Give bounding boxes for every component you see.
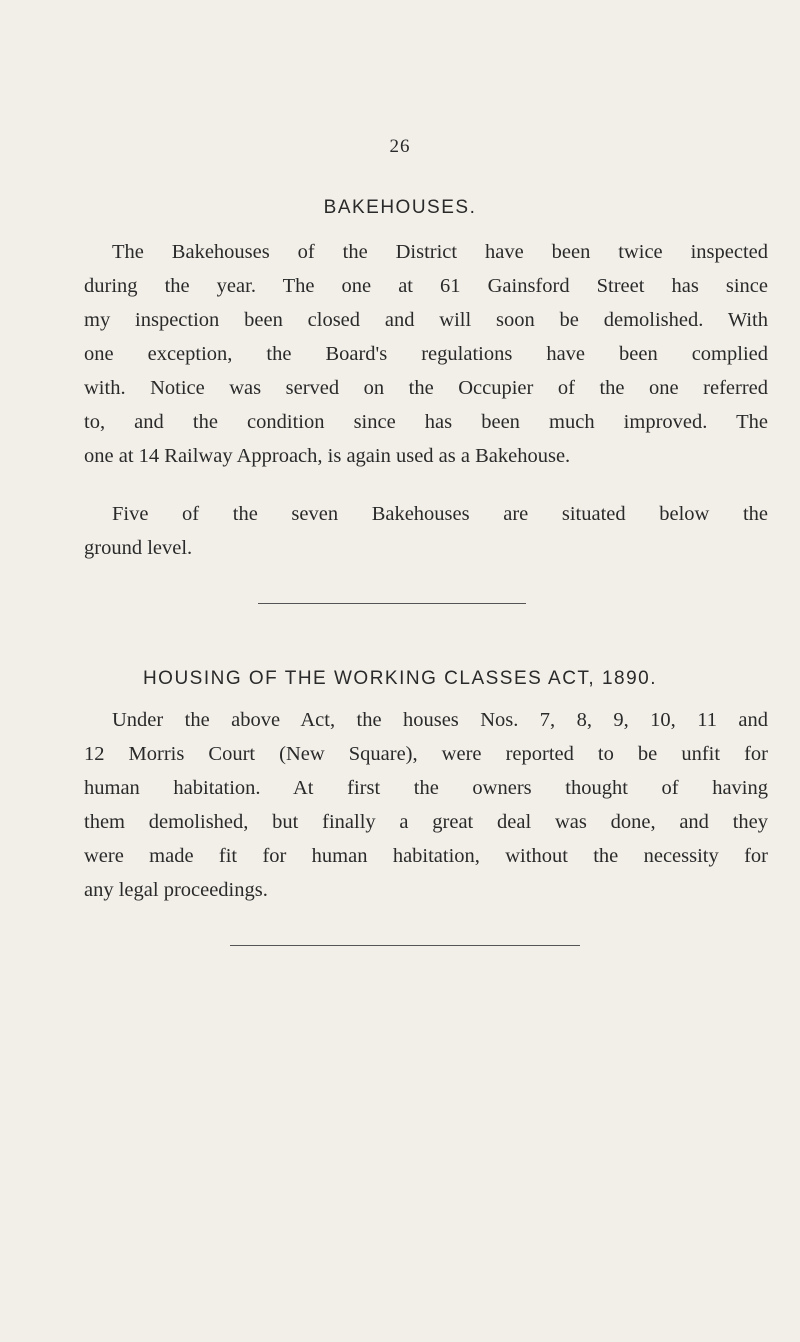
text-line: them demolished, but finally a great deal was done, and they xyxy=(84,811,768,833)
text-line: Five of the seven Bakehouses are situated below the xyxy=(112,503,768,525)
text-line: any legal proceedings. xyxy=(84,879,268,901)
section-heading-housing-act: HOUSING OF THE WORKING CLASSES ACT, 1890. xyxy=(142,668,658,689)
text-line: 12 Morris Court (New Square), were reported to be unfit for xyxy=(84,743,768,765)
text-line: ground level. xyxy=(84,537,193,559)
paragraph-bakehouses-inspection xyxy=(84,235,768,473)
text-line: human habitation. At first the owners thought of having xyxy=(84,777,768,799)
paragraph-bakehouses-below-ground xyxy=(84,497,768,565)
section-divider xyxy=(258,603,526,604)
text-line: with. Notice was served on the Occupier of the one referred xyxy=(84,377,768,399)
text-line: were made fit for human habitation, without the necessity for xyxy=(84,845,768,867)
text-line: Under the above Act, the houses Nos. 7, 8, 9, 10, 11 and xyxy=(112,709,768,731)
text-line: The Bakehouses of the District have been twice inspected xyxy=(112,241,768,263)
text-line: one at 14 Railway Approach, is again used as a Bakehouse. xyxy=(84,445,571,467)
end-divider xyxy=(230,945,580,946)
section-heading-bakehouses: BAKEHOUSES. xyxy=(323,197,477,218)
paragraph-housing-act xyxy=(84,703,768,907)
text-line: during the year. The one at 61 Gainsford Street has since xyxy=(84,275,768,297)
text-line: to, and the condition since has been much improved. The xyxy=(84,411,768,433)
text-line: my inspection been closed and will soon be demolished. With xyxy=(84,309,768,331)
text-line: one exception, the Board's regulations have been complied xyxy=(84,343,768,365)
page-number: 26 xyxy=(389,136,411,157)
